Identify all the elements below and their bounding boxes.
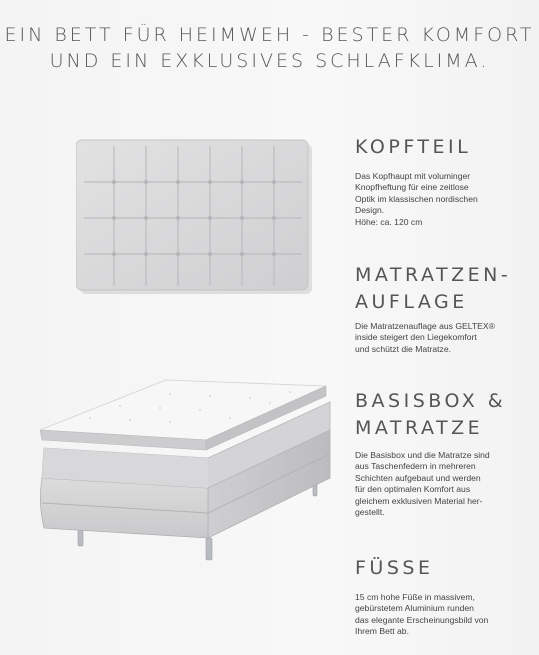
page-heading <box>0 22 539 74</box>
section-title-matratzenauflage: MATRATZEN- AUFLAGE <box>355 264 512 313</box>
section-text-kopfteil: Das Kopfhaupt mit voluminger Knopfheftung für eine zeitlose Optik im klassischen nordischen Design. Höhe: ca. 120 cm <box>355 171 478 227</box>
headboard-image <box>76 138 316 298</box>
section-text-fuesse: 15 cm hohe Füße in massivem, gebürstetem Aluminium runden das elegante Erscheinungsbild von Ihrem Bett ab. <box>355 592 489 637</box>
heading-line-1: EIN BETT FÜR HEIMWEH - BESTER KOMFORT <box>4 24 535 46</box>
section-title-fuesse: FÜSSE <box>355 557 434 579</box>
heading-line-2: UND EIN EXKLUSIVES SCHLAFKLIMA. <box>49 50 490 72</box>
section-text-basisbox: Die Basisbox und die Matratze sind aus Taschenfedern in mehreren Schichten aufgebaut und werden für den optimalen Komfort aus gleichem exklusiven Material her- gestellt. <box>355 450 490 518</box>
boxspring-bed-image <box>30 378 340 563</box>
section-text-matratzenauflage: Die Matratzenauflage aus GELTEX® inside steigert den Liegekomfort und schützt die Matratze. <box>355 321 495 354</box>
section-title-basisbox: BASISBOX & MATRATZE <box>355 390 507 439</box>
section-title-kopfteil: KOPFTEIL <box>355 136 472 158</box>
